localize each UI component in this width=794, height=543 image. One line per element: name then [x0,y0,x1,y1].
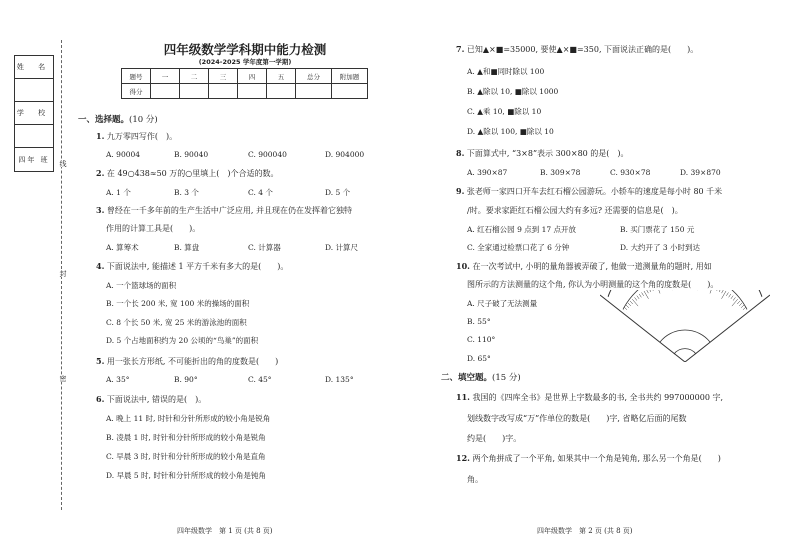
question-number: 8. [456,148,465,158]
protractor-tick [756,329,760,331]
protractor-tick [626,305,629,308]
question-12 [456,453,721,464]
score-header-cell: 五 [267,69,296,84]
option-c[interactable]: C. 计算器 [248,243,281,252]
section-points: (15 分) [492,373,521,383]
score-cell[interactable] [238,84,267,99]
question-number: 4. [96,261,105,271]
protractor-tick [729,294,731,297]
question-text: 两个角拼成了一个平角, 如果其中一个角是钝角, 那么另一个角是( ) [472,454,721,463]
option-d[interactable]: D. 904000 [325,150,365,159]
binding-mark-seal: 封 [59,270,67,277]
protractor-tick [726,292,728,295]
question-text: 九万零四写作( )。 [106,132,178,141]
question-7 [456,44,698,55]
protractor-tick [606,339,610,340]
page-subtitle: (2024-2025 学年度第一学期) [198,58,292,66]
option-a[interactable]: A. ▲和■同时除以 100 [467,67,545,76]
protractor-tick [624,307,627,310]
question-8 [456,148,629,159]
section-heading [441,371,521,383]
score-cell[interactable] [209,84,238,99]
score-cell[interactable] [332,84,368,99]
protractor-tick [757,348,766,350]
option-b[interactable]: B. 买门票花了 150 元 [620,225,695,234]
option-c[interactable]: C. ▲乘 10, ■除以 10 [467,107,542,116]
score-header-cell: 题号 [122,69,151,84]
option-b[interactable]: B. 55° [467,317,491,326]
option-a[interactable]: A. 一个篮球场的面积 [106,281,177,290]
protractor-tick [657,290,660,293]
question-2 [96,168,279,179]
page-title: 四年级数学学科期中能力检测 [163,42,327,57]
question-text: 用一张长方形纸, 不可能折出的角的度数是( ) [106,357,279,366]
protractor-tick [754,324,758,326]
name-field-blank[interactable] [15,79,53,102]
option-c[interactable]: C. 900040 [248,150,287,159]
protractor-tick [761,345,765,346]
protractor-tick [637,296,639,299]
option-d[interactable]: D. 计算尺 [325,243,359,252]
question-number: 1. [96,131,105,141]
question-number: 9. [456,186,465,196]
question-text: 下面说法中, 错误的是( )。 [106,395,207,404]
protractor-tick [613,324,617,326]
question-text-continued: 作用的计算工具是( )。 [106,224,201,233]
protractor-tick [642,292,644,295]
protractor-tick [710,290,713,293]
question-text: 下面说法中, 能描述 1 平方千米有多大的是( )。 [106,262,289,271]
question-text: 在一次考试中, 小明的量角器被弄破了, 他做一道测量角的题时, 用如 [472,262,712,271]
question-text-continued: 约是( )字。 [467,434,522,443]
option-d[interactable]: D. 65° [467,354,491,363]
school-field-blank[interactable] [15,125,53,148]
protractor-tick [652,290,654,291]
protractor-tick [737,301,740,304]
score-table-score-row [122,84,368,99]
protractor-tick [607,337,611,338]
option-a[interactable]: A. 90004 [106,150,141,159]
option-b[interactable]: B. 一个长 200 米, 宽 100 米的操场的面积 [106,299,250,308]
score-header-cell: 三 [209,69,238,84]
option-d[interactable]: D. 5 个 [325,188,351,197]
protractor-tick [647,290,649,293]
option-c[interactable]: C. 8 个长 50 米, 宽 25 米的游泳池的面积 [106,318,247,327]
protractor-tick [608,334,616,337]
section-title: 一、选择题。 [78,115,130,125]
protractor-tick [609,331,613,332]
section-title: 二、填空题。 [441,373,493,383]
score-header-cell: 一 [151,69,180,84]
question-text: 下面算式中, “3×8”表示 300×80 的是( )。 [466,149,629,158]
score-table-header-row [122,69,368,84]
section-heading [78,113,158,125]
question-6 [96,394,206,405]
protractor-tick [751,319,754,321]
protractor-tick [731,296,733,299]
protractor-tick [719,290,721,292]
option-a[interactable]: A. 算筹术 [106,243,139,252]
option-c[interactable]: C. 全家通过检票口花了 6 分钟 [467,243,570,252]
protractor-tick [604,348,613,350]
option-a[interactable]: A. 尺子破了无法测量 [467,299,538,308]
protractor-tick [635,297,637,300]
protractor-tick [741,305,744,308]
option-b[interactable]: B. ▲除以 10, ■除以 1000 [467,87,559,96]
protractor-tick [722,290,724,293]
question-text: 曾经在一千多年前的生产生活中广泛应用, 并且现在仍在发挥着它独特 [106,206,352,215]
protractor-tick [605,345,609,346]
question-text-continued: 角。 [467,475,483,484]
question-3 [96,205,352,216]
protractor-tick [610,329,614,331]
option-b[interactable]: B. 309×78 [540,168,581,177]
option-b[interactable]: B. 90040 [174,150,209,159]
score-cell[interactable] [267,84,296,99]
question-number: 3. [96,205,105,215]
protractor-tick [762,351,766,352]
option-a[interactable]: A. 红石榴公园 9 点到 17 点开放 [467,225,577,234]
option-d[interactable]: D. 39×870 [680,168,721,177]
score-cell[interactable] [296,84,332,99]
score-table [121,68,368,99]
option-c[interactable]: C. 4 个 [248,188,273,197]
question-number: 6. [96,394,105,404]
option-a[interactable]: A. 晚上 11 时, 时针和分针所形成的较小角是锐角 [106,414,271,423]
score-header-cell: 附加题 [332,69,368,84]
protractor-tick [614,321,622,326]
option-c[interactable]: C. 930×78 [610,168,651,177]
protractor-tick [760,339,764,340]
score-cell[interactable] [151,84,180,99]
protractor-tick [617,316,620,318]
question-5 [96,356,278,367]
option-b[interactable]: B. 90° [174,375,198,384]
option-d[interactable]: D. 135° [325,375,354,384]
question-text: 已知▲×■=35000, 要使▲×■=350, 下面说法正确的是( )。 [466,45,699,54]
option-c[interactable]: C. 早晨 3 时, 时针和分针所形成的较小角是直角 [106,452,266,461]
score-cell[interactable] [180,84,209,99]
question-text: 张老师一家四口开车去红石榴公园游玩。小轿车的速度是每小时 80 千米 [466,187,723,196]
broken-protractor-figure [600,290,770,362]
protractor-tick [615,319,618,321]
score-header-cell: 二 [180,69,209,84]
section-points: (10 分) [129,115,158,125]
protractor-tick [743,307,746,310]
question-text-continued: 图所示的方法测量的这个角, 你认为小明测量的这个角的度数是( )。 [467,280,719,289]
option-d[interactable]: D. 大约开了 3 小时到达 [620,243,701,252]
question-4 [96,261,288,272]
student-info-box [14,55,54,172]
protractor-tick [757,331,761,332]
option-d[interactable]: D. 早晨 5 时, 时针和分针所形成的较小角是钝角 [106,471,266,480]
question-number: 10. [456,261,470,271]
option-c[interactable]: C. 45° [248,375,272,384]
protractor-tick [739,303,742,306]
question-number: 12. [456,453,470,463]
protractor-tick [630,301,633,304]
question-number: 7. [456,44,465,54]
class-field-label[interactable]: 四年 班 [18,155,50,164]
protractor-tick [754,334,762,337]
question-text: 在 49○438≈50 万的○里填上( )个合适的数。 [106,169,279,178]
protractor-tick [632,299,638,306]
question-10 [456,261,712,272]
score-header-cell: 四 [238,69,267,84]
score-header-cell: 总分 [296,69,332,84]
score-row-label: 得分 [122,84,151,99]
binding-mark-secret: 密 [59,375,67,382]
protractor-tick [717,290,719,291]
protractor-tick [732,299,738,306]
protractor-tick [748,321,756,326]
question-text-continued: /时。要求家距红石榴公园大约有多远? 还需要的信息是( )。 [467,206,683,215]
protractor-tick [741,309,748,315]
protractor-tick [622,309,629,315]
question-1 [96,131,177,142]
option-d[interactable]: D. 5 个占地面积约为 20 公顷的“鸟巢”的面积 [106,336,259,345]
protractor-tick [605,342,609,343]
question-number: 5. [96,356,105,366]
question-number: 11. [456,392,470,402]
option-a[interactable]: A. 1 个 [106,188,131,197]
option-a[interactable]: A. 35° [106,375,130,384]
protractor-tick [649,290,651,292]
protractor-tick [733,297,735,300]
protractor-tick [759,337,763,338]
protractor-tick [639,294,641,297]
page-footer-left: 四年级数学 第 1 页 (共 8 页) [177,527,273,535]
page-footer-right: 四年级数学 第 2 页 (共 8 页) [537,527,633,535]
option-b[interactable]: B. 算盘 [174,243,200,252]
question-text: 我国的《四库全书》是世界上字数最多的书, 全书共约 997000000 字, [472,393,723,402]
protractor-tick [748,314,751,316]
option-b[interactable]: B. 3 个 [174,188,199,197]
option-c[interactable]: C. 110° [467,335,496,344]
question-11 [456,392,723,403]
option-a[interactable]: A. 390×87 [467,168,508,177]
protractor-tick [619,314,622,316]
question-9 [456,186,722,197]
protractor-tick [761,342,765,343]
protractor-tick [750,316,753,318]
binding-mark-line: 线 [59,160,67,167]
protractor-tick [604,351,608,352]
school-field-label[interactable]: 学 校 [15,102,53,125]
name-field-label[interactable]: 姓 名 [15,56,53,79]
question-text-continued: 划线数字改写成“万”作单位的数是( )字, 省略亿后面的尾数 [467,414,687,423]
question-number: 2. [96,168,105,178]
protractor-tick [628,303,631,306]
protractor-tick [755,326,759,328]
option-d[interactable]: D. ▲除以 100, ■除以 10 [467,127,554,136]
option-b[interactable]: B. 凌晨 1 时, 时针和分针所形成的较小角是锐角 [106,433,266,442]
protractor-tick [611,326,615,328]
